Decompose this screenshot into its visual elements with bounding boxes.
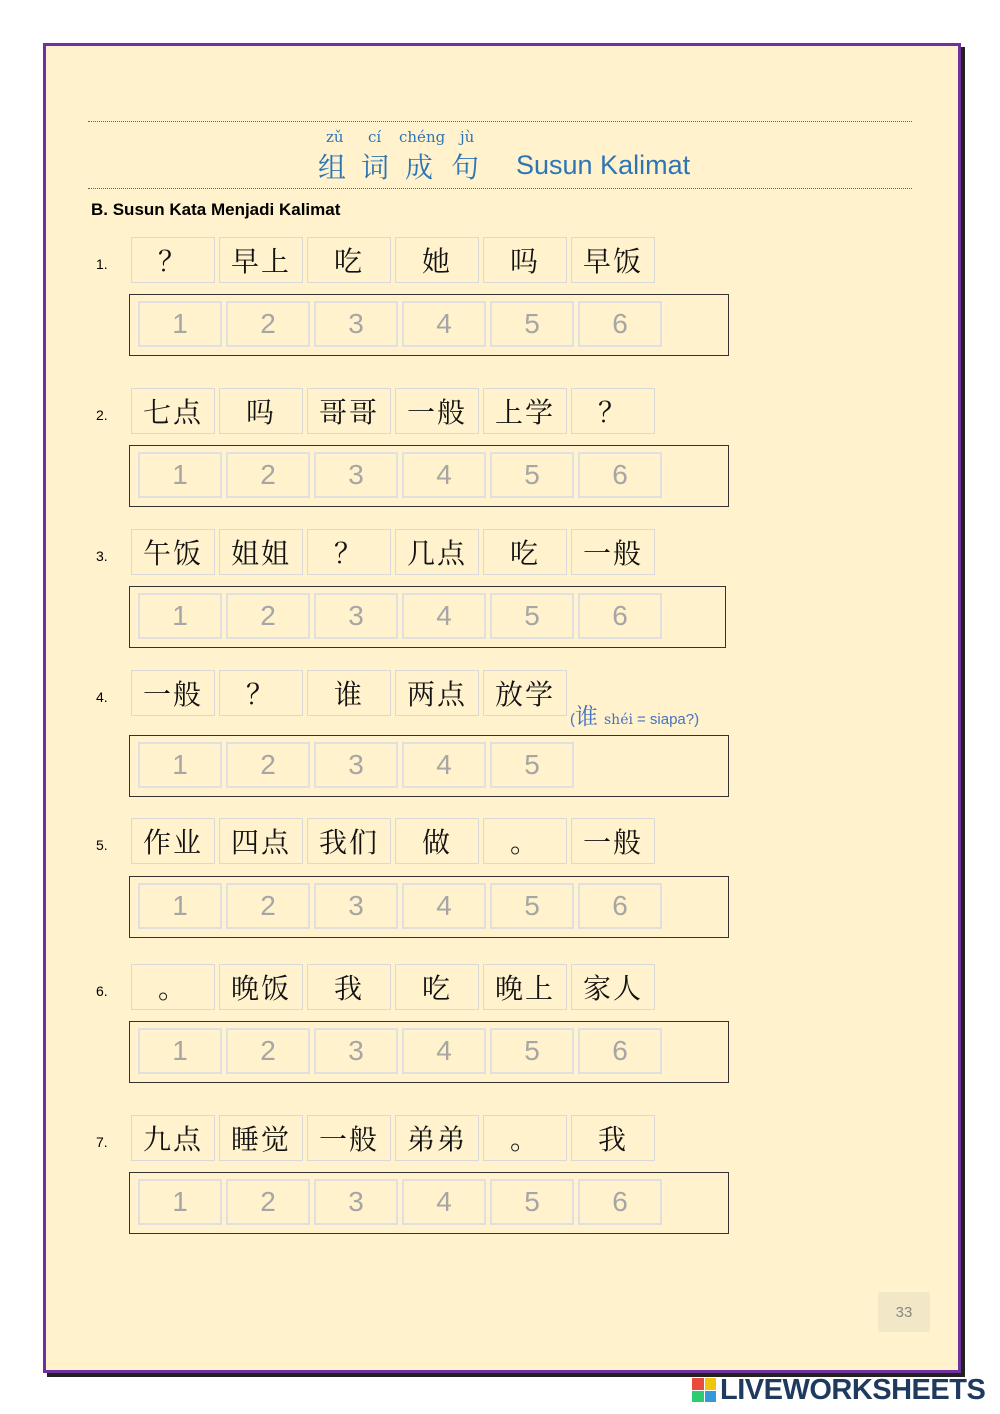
question-number: 6. [96,983,108,999]
word-tile[interactable]: 做 [395,818,479,864]
question-number: 5. [96,837,108,853]
word-tile[interactable]: 午饭 [131,529,215,575]
word-tile[interactable]: 一般 [571,529,655,575]
answer-slot[interactable]: 6 [578,1028,662,1074]
note-close-paren: ) [694,711,700,728]
answer-slot[interactable]: 3 [314,742,398,788]
answer-slot[interactable]: 1 [138,1179,222,1225]
word-tile[interactable]: 放学 [483,670,567,716]
answer-slot[interactable]: 5 [490,742,574,788]
pinyin-3: chéng [399,128,446,146]
word-tile[interactable]: 上学 [483,388,567,434]
answer-slot[interactable]: 3 [314,1179,398,1225]
answer-slot[interactable]: 2 [226,593,310,639]
word-tile[interactable]: 一般 [395,388,479,434]
answer-slot[interactable]: 1 [138,452,222,498]
answer-box [129,1021,729,1083]
answer-slot[interactable]: 3 [314,883,398,929]
title-hanzi-2: 词 [361,151,390,184]
answer-slot[interactable]: 4 [402,883,486,929]
word-tile[interactable]: 吗 [219,388,303,434]
answer-slot[interactable]: 1 [138,301,222,347]
word-tile[interactable]: 四点 [219,818,303,864]
answer-slot[interactable]: 5 [490,883,574,929]
answer-slot[interactable]: 4 [402,742,486,788]
answer-slot[interactable]: 4 [402,1028,486,1074]
word-tile[interactable]: 吗 [483,237,567,283]
answer-box [129,294,729,356]
pinyin-4: jù [460,128,475,146]
word-tile[interactable]: 一般 [307,1115,391,1161]
page-number: 33 [878,1292,930,1332]
answer-slot[interactable]: 2 [226,742,310,788]
word-tile[interactable]: 九点 [131,1115,215,1161]
page-title: Susun Kalimat [516,150,691,180]
section-heading: B. Susun Kata Menjadi Kalimat [91,200,341,219]
word-tile[interactable]: 弟弟 [395,1115,479,1161]
answer-slot[interactable]: 3 [314,593,398,639]
question-number: 1. [96,256,108,272]
word-tile[interactable]: 作业 [131,818,215,864]
answer-slot[interactable]: 6 [578,301,662,347]
answer-slot[interactable]: 3 [314,452,398,498]
word-tile[interactable]: 。 [131,964,215,1010]
word-tile[interactable]: 。 [483,818,567,864]
answer-box [129,735,729,797]
pinyin-1: zǔ [326,128,344,146]
answer-slot[interactable]: 1 [138,1028,222,1074]
answer-slot[interactable]: 4 [402,1179,486,1225]
answer-slot[interactable]: 5 [490,452,574,498]
word-tile[interactable]: 姐姐 [219,529,303,575]
note-open-paren: ( [570,711,575,728]
word-tile[interactable]: 我 [571,1115,655,1161]
brand-name: LIVEWORKSHEETS [720,1373,986,1406]
answer-slot[interactable]: 3 [314,301,398,347]
word-tile[interactable]: 我们 [307,818,391,864]
question-number: 2. [96,407,108,423]
word-tile[interactable]: 谁 [307,670,391,716]
word-tile[interactable]: 她 [395,237,479,283]
word-tile[interactable]: 一般 [131,670,215,716]
logo-square-1 [692,1378,704,1390]
liveworksheets-logo-icon [692,1378,716,1402]
word-tile[interactable]: 早饭 [571,237,655,283]
answer-slot[interactable]: 6 [578,452,662,498]
question-number: 4. [96,689,108,705]
answer-slot[interactable]: 4 [402,452,486,498]
answer-slot[interactable]: 4 [402,301,486,347]
title-hanzi-4: 句 [451,151,480,184]
word-tile[interactable]: ？ [219,670,303,716]
word-tile[interactable]: 我 [307,964,391,1010]
word-tile[interactable]: ？ [307,529,391,575]
divider-top [88,121,912,122]
answer-slot[interactable]: 5 [490,301,574,347]
word-tile[interactable]: 哥哥 [307,388,391,434]
note-meaning: = siapa? [636,711,695,728]
answer-box [129,1172,729,1234]
answer-slot[interactable]: 1 [138,883,222,929]
note-pinyin: shéi [604,712,633,728]
word-tile[interactable]: 睡觉 [219,1115,303,1161]
answer-slot[interactable]: 2 [226,883,310,929]
note-hanzi: 谁 [575,704,598,730]
answer-slot[interactable]: 2 [226,301,310,347]
word-tile[interactable]: 早上 [219,237,303,283]
title-hanzi-1: 组 [318,151,347,184]
word-tile[interactable]: 几点 [395,529,479,575]
pinyin-2: cí [368,128,382,146]
answer-slot[interactable]: 4 [402,593,486,639]
word-tile[interactable]: 。 [483,1115,567,1161]
answer-slot[interactable]: 5 [490,1028,574,1074]
vocab-note [570,698,699,731]
answer-slot[interactable]: 6 [578,883,662,929]
logo-square-4 [705,1391,717,1403]
answer-slot[interactable]: 2 [226,1179,310,1225]
word-tile[interactable]: 晚饭 [219,964,303,1010]
word-tile[interactable]: 两点 [395,670,479,716]
answer-slot[interactable]: 6 [578,1179,662,1225]
question-number: 3. [96,548,108,564]
brand-footer[interactable] [692,1374,985,1406]
title-hanzi-3: 成 [405,151,434,184]
word-tile[interactable]: 吃 [307,237,391,283]
answer-slot[interactable]: 1 [138,742,222,788]
answer-box [129,586,726,648]
word-tile[interactable]: 七点 [131,388,215,434]
word-tile[interactable]: 晚上 [483,964,567,1010]
question-number: 7. [96,1134,108,1150]
answer-slot[interactable]: 5 [490,593,574,639]
word-tile[interactable]: 一般 [571,818,655,864]
word-tile[interactable]: 吃 [395,964,479,1010]
answer-slot[interactable]: 6 [578,593,662,639]
logo-square-2 [705,1378,717,1390]
answer-box [129,876,729,938]
word-tile[interactable]: ？ [131,237,215,283]
word-tile[interactable]: 吃 [483,529,567,575]
logo-square-3 [692,1391,704,1403]
answer-slot[interactable]: 1 [138,593,222,639]
answer-box [129,445,729,507]
answer-slot[interactable]: 3 [314,1028,398,1074]
divider-bottom [88,188,912,189]
answer-slot[interactable]: 2 [226,1028,310,1074]
answer-slot[interactable]: 5 [490,1179,574,1225]
answer-slot[interactable]: 2 [226,452,310,498]
word-tile[interactable]: ？ [571,388,655,434]
word-tile[interactable]: 家人 [571,964,655,1010]
